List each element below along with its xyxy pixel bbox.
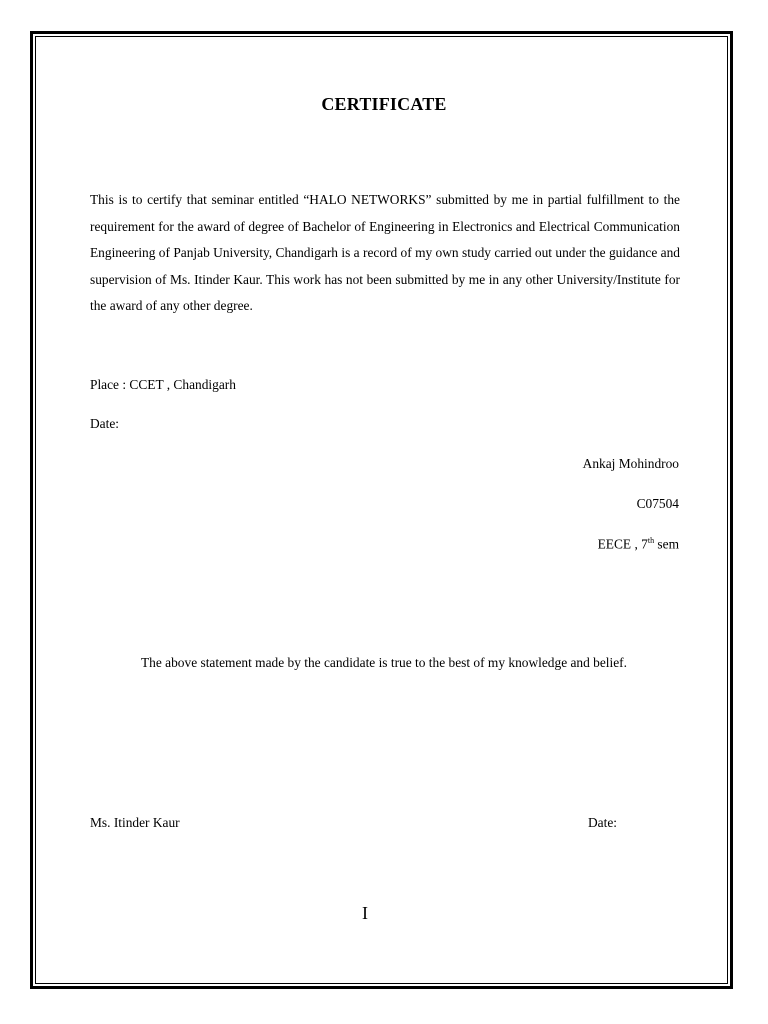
date-line: Date: (90, 416, 119, 431)
guide-statement: The above statement made by the candidate is true to the best of my knowledge and belief. (141, 655, 627, 670)
roll-number: C07504 (636, 496, 679, 511)
branch-semester (598, 536, 679, 552)
branch-prefix: EECE , 7 (597, 536, 648, 552)
guide-name: Ms. Itinder Kaur (90, 815, 180, 830)
page-border-inner (35, 36, 728, 984)
certificate-body: This is to certify that seminar entitled “HALO NETWORKS” submitted by me in partial fulfillment to the requirement for the award of degree of Bachelor of Engineering in Electronics and Electrical Communication Engineering of Panjab University, Chandigarh is a record of my own study carried out under the guidance and supervision of Ms. Itinder Kaur. This work has not been submitted by me in any other University/Institute for the award of any other degree. (90, 192, 680, 314)
certificate-title: CERTIFICATE (321, 94, 447, 114)
page-number: I (362, 903, 368, 923)
place-line: Place : CCET , Chandigarh (90, 377, 236, 392)
guide-date-line: Date: (588, 815, 617, 830)
student-name: Ankaj Mohindroo (582, 456, 679, 471)
branch-superscript: th (647, 536, 655, 545)
branch-suffix: sem (654, 536, 679, 552)
